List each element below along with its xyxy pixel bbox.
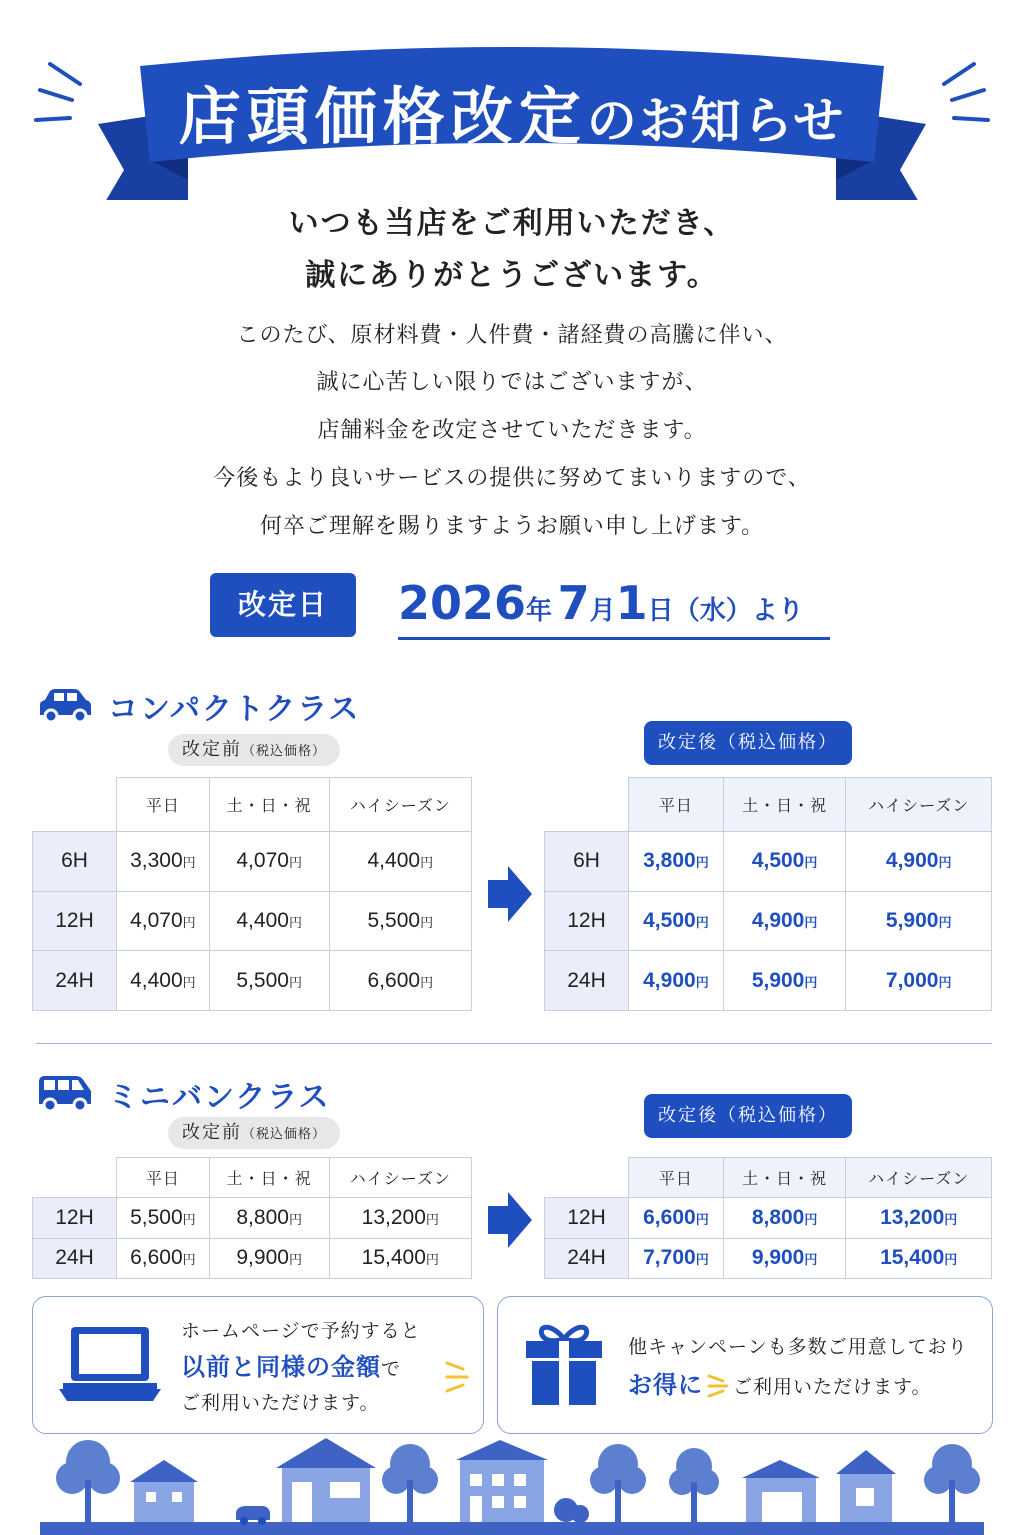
- tree-icon: [924, 1444, 980, 1522]
- price-cell: [723, 832, 846, 892]
- price-value: 9,900: [236, 1246, 289, 1270]
- banner-title-sub: のお知らせ: [586, 92, 846, 150]
- table-row: [33, 951, 472, 1011]
- price-value: 13,200: [880, 1205, 945, 1229]
- sparkle-icon: [443, 1357, 471, 1393]
- table-header-row: [545, 778, 992, 832]
- table-row: [33, 832, 472, 892]
- row-header: 24H: [545, 951, 629, 1011]
- price-value: 7,000: [885, 968, 939, 992]
- intro-body-line-4: 今後もより良いサービスの提供に努めてまいりますので、: [213, 466, 811, 491]
- after-label: 改定後（税込価格）: [644, 1094, 852, 1138]
- revision-year: 2026: [398, 576, 527, 630]
- price-cell: [209, 891, 329, 951]
- price-value: 4,070: [130, 908, 183, 932]
- yen-unit: 円: [944, 1212, 958, 1228]
- revision-weekday: （水）: [673, 596, 752, 626]
- yen-unit: 円: [695, 915, 709, 931]
- table-row: [545, 1198, 992, 1239]
- price-cell: [209, 951, 329, 1011]
- price-cell: [723, 1238, 846, 1279]
- table-row: [545, 951, 992, 1011]
- yen-unit: 円: [288, 856, 302, 872]
- price-value: 13,200: [361, 1205, 426, 1229]
- price-value: 9,900: [751, 1246, 805, 1270]
- before-label-text: 改定前: [182, 739, 242, 760]
- table-row: [545, 832, 992, 892]
- price-cell: [629, 891, 724, 951]
- yen-unit: 円: [425, 1212, 439, 1228]
- after-label: 改定後（税込価格）: [644, 721, 852, 765]
- revision-day: 1: [615, 576, 648, 630]
- column-header: 平日: [117, 778, 210, 832]
- row-header: 12H: [33, 1198, 117, 1239]
- price-cell: [846, 1238, 992, 1279]
- banner-title: [140, 72, 884, 166]
- price-cell: [117, 832, 210, 892]
- price-cell: [846, 1198, 992, 1239]
- column-header: 平日: [629, 1158, 724, 1198]
- house-icon: [456, 1440, 548, 1522]
- price-value: 6,600: [367, 968, 421, 992]
- row-header: 24H: [545, 1238, 629, 1279]
- house-icon: [276, 1438, 376, 1522]
- price-value: 5,900: [751, 968, 805, 992]
- yen-unit: 円: [182, 856, 196, 872]
- compact-before-table: [32, 777, 472, 1011]
- campaign-suffix: ご利用いただけます。: [733, 1376, 932, 1398]
- town-illustration: [0, 1430, 1024, 1535]
- accent-mark-right: [952, 90, 984, 100]
- column-header: 土・日・祝: [209, 778, 329, 832]
- web-booking-info-box: [32, 1296, 484, 1434]
- intro-lead-line-2: 誠にありがとうございます。: [305, 258, 719, 293]
- price-value: 4,900: [885, 849, 939, 873]
- yen-unit: 円: [420, 915, 434, 931]
- web-booking-line-1: ホームページで予約すると: [181, 1320, 421, 1342]
- arrow-right-icon: [488, 1192, 532, 1248]
- price-cell: [723, 1198, 846, 1239]
- before-label: [168, 1117, 340, 1149]
- price-cell: [117, 891, 210, 951]
- before-label-note: （税込価格）: [242, 1127, 327, 1142]
- intro-body-line-2: 誠に心苦しい限りではございますが、: [316, 370, 708, 395]
- yen-unit: 円: [804, 856, 818, 872]
- laptop-icon: [59, 1325, 161, 1405]
- tree-icon: [382, 1444, 438, 1522]
- price-value: 3,800: [643, 849, 696, 873]
- yen-unit: 円: [938, 856, 952, 872]
- campaign-line-2: [628, 1367, 931, 1405]
- before-label-note: （税込価格）: [242, 744, 327, 759]
- price-cell: [846, 951, 992, 1011]
- web-booking-suffix: で: [381, 1358, 402, 1380]
- price-cell: [629, 1238, 724, 1279]
- campaign-line-1: 他キャンペーンも多数ご用意しており: [628, 1336, 968, 1358]
- price-value: 4,500: [751, 849, 805, 873]
- yen-unit: 円: [938, 915, 952, 931]
- revision-date-badge: 改定日: [210, 573, 356, 637]
- price-value: 4,070: [236, 849, 289, 873]
- column-header: ハイシーズン: [846, 778, 992, 832]
- row-header: 12H: [545, 891, 629, 951]
- minivan-icon: [36, 1074, 94, 1114]
- price-value: 4,900: [751, 908, 805, 932]
- before-label-text: 改定前: [182, 1122, 242, 1143]
- price-value: 3,300: [130, 849, 183, 873]
- price-value: 8,800: [236, 1205, 289, 1229]
- yen-unit: 円: [182, 915, 196, 931]
- tree-icon: [590, 1444, 646, 1522]
- web-booking-line-2: [181, 1349, 401, 1387]
- price-cell: [846, 891, 992, 951]
- yen-unit: 円: [695, 1253, 709, 1269]
- yen-unit: 円: [695, 1212, 709, 1228]
- yen-unit: 円: [695, 856, 709, 872]
- tree-icon: [669, 1448, 719, 1522]
- price-value: 4,900: [643, 968, 696, 992]
- price-cell: [329, 951, 471, 1011]
- yen-unit: 円: [288, 1212, 302, 1228]
- yen-unit: 円: [804, 1253, 818, 1269]
- price-value: 4,400: [367, 849, 421, 873]
- house-icon: [836, 1450, 896, 1522]
- arrow-right-icon: [488, 866, 532, 922]
- bush-icon: [554, 1498, 589, 1523]
- row-header: 24H: [33, 1238, 117, 1279]
- compact-class-title: コンパクトクラス: [108, 692, 361, 727]
- day-unit: 日: [647, 596, 674, 626]
- yen-unit: 円: [288, 915, 302, 931]
- intro-body-line-3: 店舗料金を改定させていただきます。: [317, 418, 707, 443]
- price-cell: [629, 1198, 724, 1239]
- price-value: 5,500: [130, 1205, 183, 1229]
- price-cell: [629, 832, 724, 892]
- yen-unit: 円: [182, 975, 196, 991]
- yen-unit: 円: [288, 975, 302, 991]
- table-row: [545, 891, 992, 951]
- row-header: 6H: [33, 832, 117, 892]
- price-value: 5,500: [367, 908, 421, 932]
- car-icon: [36, 687, 94, 725]
- table-corner: [33, 1158, 117, 1198]
- yen-unit: 円: [938, 975, 952, 991]
- price-cell: [629, 951, 724, 1011]
- compact-after-table: [544, 777, 992, 1011]
- price-value: 6,600: [643, 1205, 696, 1229]
- price-cell: [209, 1238, 329, 1279]
- table-row: [33, 1238, 472, 1279]
- row-header: 6H: [545, 832, 629, 892]
- revision-from: より: [751, 596, 804, 626]
- before-label: [168, 734, 340, 766]
- table-header-row: [33, 1158, 472, 1198]
- price-cell: [846, 832, 992, 892]
- column-header: 土・日・祝: [723, 778, 846, 832]
- yen-unit: 円: [420, 975, 434, 991]
- month-unit: 月: [589, 596, 616, 626]
- table-corner: [33, 778, 117, 832]
- minivan-before-table: [32, 1157, 472, 1279]
- table-row: [33, 1198, 472, 1239]
- minivan-class-title: ミニバンクラス: [108, 1080, 331, 1115]
- yen-unit: 円: [944, 1253, 958, 1269]
- table-corner: [545, 1158, 629, 1198]
- campaign-info-box: [497, 1296, 993, 1434]
- revision-date: [398, 576, 830, 640]
- house-icon: [130, 1460, 198, 1522]
- yen-unit: 円: [182, 1253, 196, 1269]
- tree-icon: [56, 1440, 120, 1522]
- price-cell: [723, 951, 846, 1011]
- price-cell: [329, 891, 471, 951]
- table-header-row: [33, 778, 472, 832]
- price-value: 4,400: [236, 908, 289, 932]
- price-cell: [117, 1198, 210, 1239]
- compact-class-header: [36, 684, 360, 728]
- web-booking-line-3: ご利用いただけます。: [181, 1392, 380, 1414]
- yen-unit: 円: [695, 975, 709, 991]
- column-header: ハイシーズン: [329, 778, 471, 832]
- yen-unit: 円: [425, 1253, 439, 1269]
- table-header-row: [545, 1158, 992, 1198]
- section-divider: [36, 1043, 992, 1044]
- column-header: 土・日・祝: [209, 1158, 329, 1198]
- column-header: ハイシーズン: [846, 1158, 992, 1198]
- column-header: ハイシーズン: [329, 1158, 471, 1198]
- row-header: 24H: [33, 951, 117, 1011]
- price-cell: [209, 832, 329, 892]
- web-booking-emphasis: 以前と同様の金額: [181, 1353, 381, 1381]
- yen-unit: 円: [804, 1212, 818, 1228]
- price-value: 8,800: [751, 1205, 805, 1229]
- price-value: 6,600: [130, 1246, 183, 1270]
- yen-unit: 円: [804, 915, 818, 931]
- column-header: 平日: [629, 778, 724, 832]
- revision-month: 7: [557, 576, 590, 630]
- house-icon: [742, 1460, 820, 1522]
- gift-icon: [524, 1321, 604, 1407]
- price-cell: [117, 951, 210, 1011]
- title-banner: [0, 0, 1024, 200]
- price-value: 15,400: [361, 1246, 426, 1270]
- column-header: 平日: [117, 1158, 210, 1198]
- intro-body-line-1: このたび、原材料費・人件費・諸経費の高騰に伴い、: [236, 323, 788, 348]
- price-value: 7,700: [643, 1246, 696, 1270]
- table-corner: [545, 778, 629, 832]
- price-cell: [723, 891, 846, 951]
- table-row: [33, 891, 472, 951]
- price-value: 4,500: [643, 908, 696, 932]
- intro-body-line-5: 何卒ご理解を賜りますようお願い申し上げます。: [259, 514, 765, 539]
- row-header: 12H: [545, 1198, 629, 1239]
- year-unit: 年: [526, 596, 553, 626]
- price-value: 4,400: [130, 968, 183, 992]
- banner-title-main: 店頭価格改定: [178, 80, 587, 153]
- price-cell: [117, 1238, 210, 1279]
- column-header: 土・日・祝: [723, 1158, 846, 1198]
- minivan-after-table: [544, 1157, 992, 1279]
- yen-unit: 円: [804, 975, 818, 991]
- minivan-class-header: [36, 1072, 331, 1116]
- price-cell: [329, 1238, 471, 1279]
- price-cell: [329, 832, 471, 892]
- yen-unit: 円: [182, 1212, 196, 1228]
- yen-unit: 円: [420, 856, 434, 872]
- price-cell: [329, 1198, 471, 1239]
- price-value: 15,400: [880, 1246, 945, 1270]
- row-header: 12H: [33, 891, 117, 951]
- yen-unit: 円: [288, 1253, 302, 1269]
- price-value: 5,900: [885, 908, 939, 932]
- sparkle-icon: [703, 1373, 733, 1393]
- accent-mark-left: [40, 90, 72, 100]
- campaign-emphasis: お得に: [628, 1371, 703, 1399]
- price-value: 5,500: [236, 968, 289, 992]
- table-row: [545, 1238, 992, 1279]
- intro-lead-line-1: いつも当店をご利用いただき、: [288, 206, 736, 241]
- price-cell: [209, 1198, 329, 1239]
